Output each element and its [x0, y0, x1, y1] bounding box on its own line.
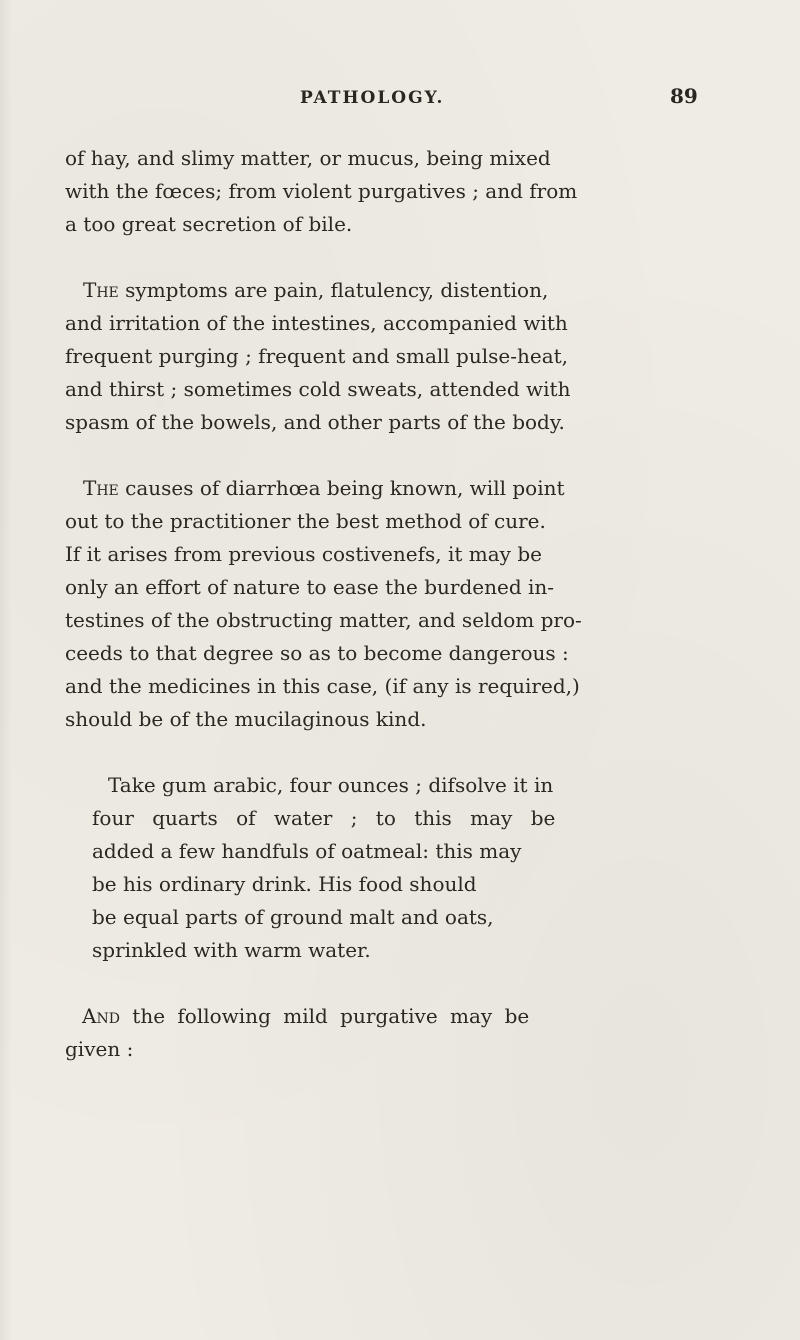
text-line: with the fœces; from violent purgatives ; and from	[65, 179, 578, 203]
text-line: and the medicines in this case, (if any is required,)	[65, 674, 580, 698]
small-caps-lead: And	[82, 1004, 120, 1028]
prescription-line: sprinkled with warm water.	[92, 938, 371, 962]
text-line: given :	[65, 1037, 134, 1061]
paragraph-first-line: And the following mild purgative may be	[82, 1004, 530, 1028]
prescription-line: Take gum arabic, four ounces ; difsolve it in	[108, 773, 554, 797]
text-line: out to the practitioner the best method of cure.	[65, 509, 546, 533]
prescription-line: be his ordinary drink. His food should	[92, 872, 477, 896]
text-line: and thirst ; sometimes cold sweats, attended with	[65, 377, 571, 401]
text-line: If it arises from previous costivenefs, it may be	[65, 542, 542, 566]
text-line: of hay, and slimy matter, or mucus, being mixed	[65, 146, 551, 170]
text-line: ceeds to that degree so as to become dangerous :	[65, 641, 569, 665]
text-line: should be of the mucilaginous kind.	[65, 707, 427, 731]
prescription-line: four quarts of water ; to this may be	[92, 806, 556, 830]
page-edge-shadow	[0, 0, 12, 1340]
page-number: 89	[670, 84, 698, 108]
text-line: a too great secretion of bile.	[65, 212, 353, 236]
text-line: frequent purging ; frequent and small pulse-heat,	[65, 344, 569, 368]
text-line: testines of the obstructing matter, and seldom pro-	[65, 608, 582, 632]
text-line: spasm of the bowels, and other parts of the body.	[65, 410, 565, 434]
prescription-line: be equal parts of ground malt and oats,	[92, 905, 494, 929]
small-caps-lead: The	[83, 278, 119, 302]
small-caps-lead: The	[83, 476, 119, 500]
paragraph-first-line: The causes of diarrhœa being known, will point	[83, 476, 565, 500]
running-head: PATHOLOGY.	[300, 88, 445, 108]
prescription-line: added a few handfuls of oatmeal: this may	[92, 839, 522, 863]
paragraph-first-line: The symptoms are pain, flatulency, distention,	[83, 278, 549, 302]
text-line: and irritation of the intestines, accompanied with	[65, 311, 568, 335]
text-line: only an effort of nature to ease the burdened in-	[65, 575, 555, 599]
